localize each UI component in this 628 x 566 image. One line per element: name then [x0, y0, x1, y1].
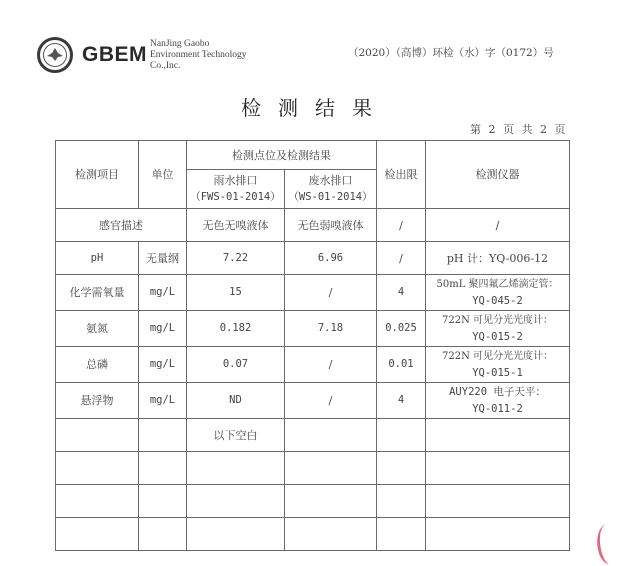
instrument-line: YQ-015-1	[472, 366, 523, 379]
table-row	[56, 383, 570, 419]
cell-p1: 15	[187, 275, 285, 311]
company-line: NanJing Gaobo	[150, 39, 210, 49]
cell-limit: /	[377, 242, 426, 275]
table-row	[56, 209, 570, 242]
cell-item: 氨氮	[56, 311, 139, 347]
company-line: Co.,Inc.	[150, 61, 181, 71]
cell-unit: mg/L	[139, 311, 187, 347]
cell-p2: /	[285, 275, 377, 311]
point1-code: （FWS-01-2014）	[190, 191, 281, 203]
header-point2	[285, 170, 377, 209]
header-point1	[187, 170, 285, 209]
cell-p2: 无色弱嗅液体	[285, 209, 377, 242]
company-line: Environment Technology	[150, 50, 247, 60]
cell-item: pH	[56, 242, 139, 275]
logo-emblem-icon	[43, 43, 67, 67]
cell-limit: /	[377, 209, 426, 242]
cell-p1: 7.22	[187, 242, 285, 275]
table-row	[56, 347, 570, 383]
table-row-blank	[56, 419, 570, 452]
cell-p1: 0.07	[187, 347, 285, 383]
header-item: 检测项目	[56, 141, 139, 209]
instrument-line: YQ-011-2	[472, 402, 523, 415]
header-row	[56, 141, 570, 170]
brand-name: GBEM	[82, 43, 147, 66]
header-unit: 单位	[139, 141, 187, 209]
blank-note: 以下空白	[187, 419, 285, 452]
cell-p1: 0.182	[187, 311, 285, 347]
instrument-line: 722N 可见分光光度计：	[441, 350, 553, 362]
cell-instrument: /	[426, 209, 570, 242]
results-table	[55, 140, 570, 551]
table-row	[56, 242, 570, 275]
point2-name: 废水排口	[308, 174, 353, 187]
cell-limit: 4	[377, 383, 426, 419]
header-instrument: 检测仪器	[426, 141, 570, 209]
cell-unit: 无量纲	[139, 242, 187, 275]
table-row-blank	[56, 518, 570, 551]
instrument-line: pH 计：YQ-006-12	[446, 251, 549, 265]
table-row-blank	[56, 485, 570, 518]
instrument-line: YQ-015-2	[472, 330, 523, 343]
document-number: （2020）（高博）环检（水）字（0172）号	[348, 47, 554, 59]
cell-item: 感官描述	[56, 209, 187, 242]
cell-limit: 0.01	[377, 347, 426, 383]
header-group: 检测点位及检测结果	[187, 141, 377, 170]
cell-limit: 4	[377, 275, 426, 311]
page-title: 检测结果	[241, 96, 389, 120]
cell-p2: /	[285, 383, 377, 419]
cell-instrument	[426, 347, 570, 383]
cell-item: 总磷	[56, 347, 139, 383]
cell-instrument	[426, 242, 570, 275]
cell-item: 化学需氧量	[56, 275, 139, 311]
cell-instrument	[426, 311, 570, 347]
company-name	[150, 39, 247, 72]
red-stamp-mark	[593, 522, 624, 566]
cell-p2: /	[285, 347, 377, 383]
table-row-blank	[56, 452, 570, 485]
page-info: 第 2 页 共 2 页	[470, 123, 568, 136]
cell-unit: mg/L	[139, 275, 187, 311]
cell-unit: mg/L	[139, 347, 187, 383]
company-logo-seal	[37, 37, 73, 73]
instrument-line: 50mL 聚四氟乙烯滴定管：	[436, 278, 559, 290]
table-row	[56, 311, 570, 347]
cell-limit: 0.025	[377, 311, 426, 347]
cell-unit: mg/L	[139, 383, 187, 419]
cell-item: 悬浮物	[56, 383, 139, 419]
instrument-line: 722N 可见分光光度计：	[441, 314, 553, 326]
cell-p2: 7.18	[285, 311, 377, 347]
table-row	[56, 275, 570, 311]
cell-p1: ND	[187, 383, 285, 419]
header-limit: 检出限	[377, 141, 426, 209]
point1-name: 雨水排口	[213, 174, 258, 187]
instrument-line: AUY220 电子天平：	[449, 385, 546, 398]
point2-code: （WS-01-2014）	[288, 191, 373, 203]
cell-p2: 6.96	[285, 242, 377, 275]
instrument-line: YQ-045-2	[472, 294, 523, 307]
cell-instrument	[426, 383, 570, 419]
cell-instrument	[426, 275, 570, 311]
cell-p1: 无色无嗅液体	[187, 209, 285, 242]
